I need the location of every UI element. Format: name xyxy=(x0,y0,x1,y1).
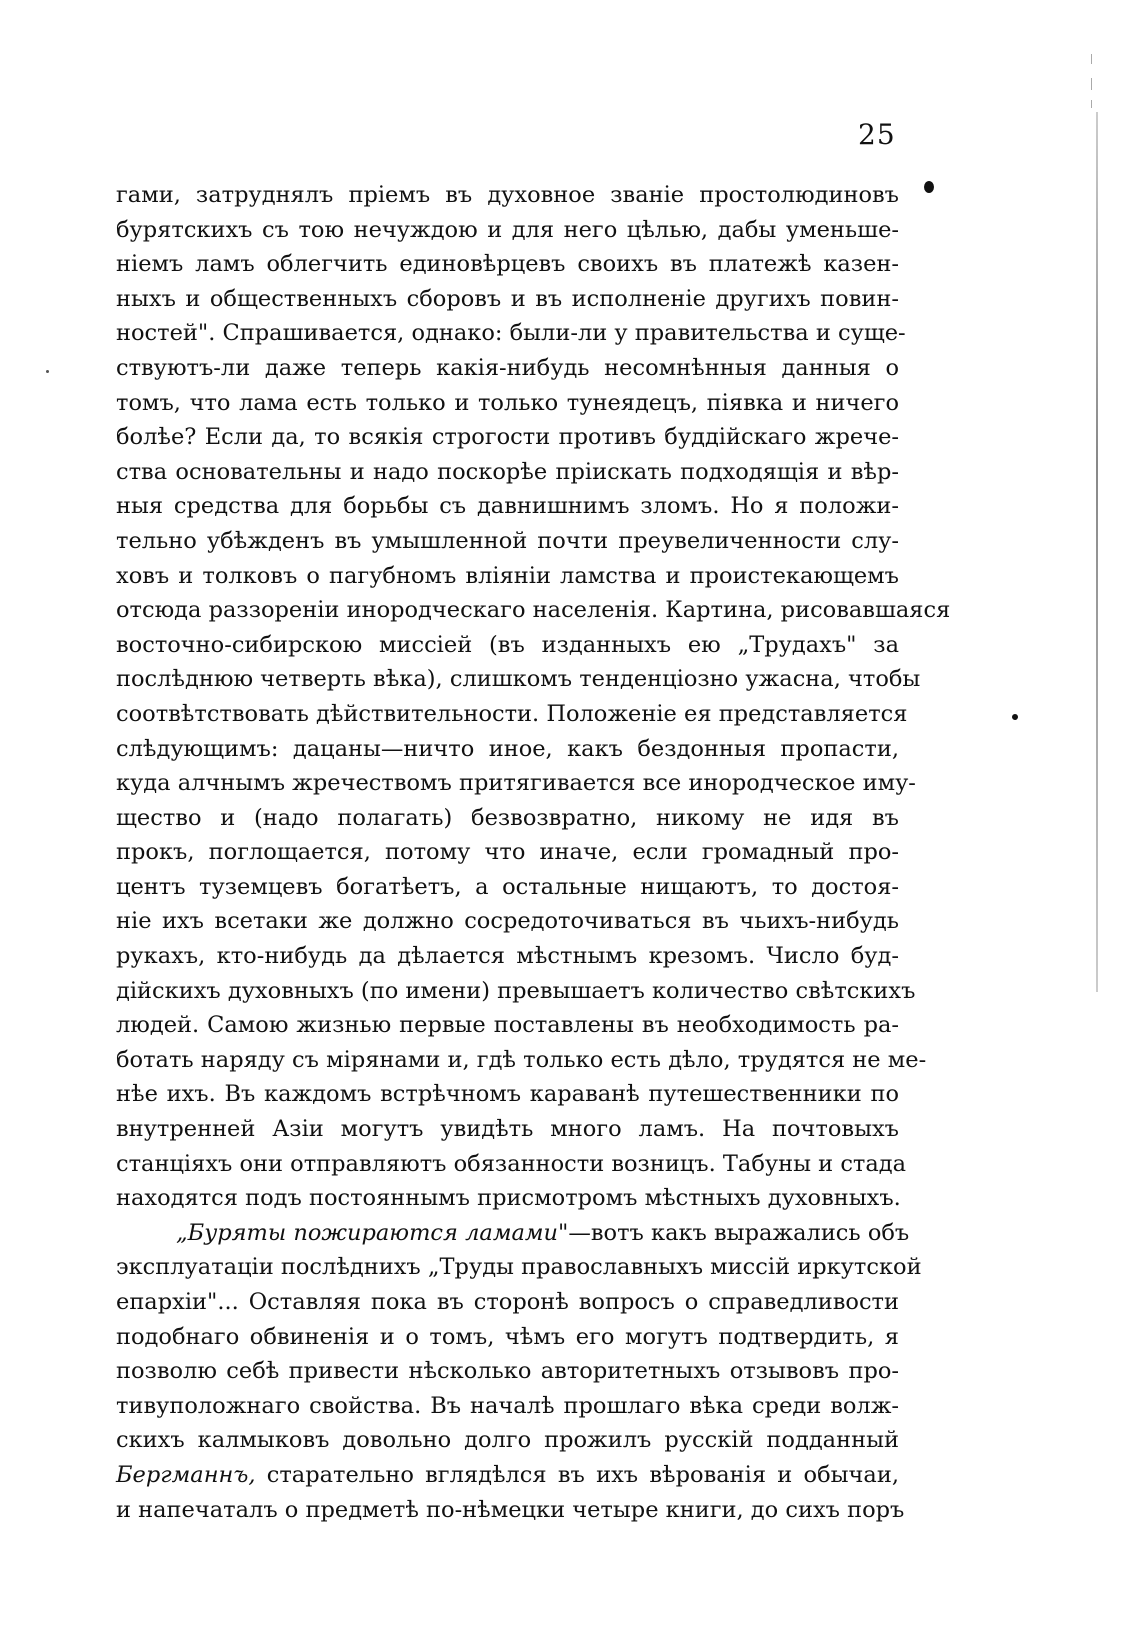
text-run: "—вотъ какъ выражались объ xyxy=(558,1219,910,1246)
text-line: слѣдующимъ: дацаны—ничто иное, какъ бездонныя пропасти, xyxy=(116,735,899,762)
text-line: ніе ихъ всетаки же должно сосредоточиваться въ чьихъ-нибудь xyxy=(116,908,899,935)
scan-edge-mark xyxy=(1091,54,1092,64)
paragraph-opening-line xyxy=(116,1216,910,1251)
ink-spot xyxy=(46,370,49,373)
text-line: нѣе ихъ. Въ каждомъ встрѣчномъ караванѣ путешественники по xyxy=(116,1081,899,1108)
text-line: находятся подъ постояннымъ присмотромъ мѣстныхъ духовныхъ. xyxy=(116,1185,901,1212)
text-line: и напечаталъ о предметѣ по-нѣмецки четыре книги, до сихъ поръ xyxy=(116,1496,905,1523)
text-line: станціяхъ они отправляютъ обязанности возницъ. Табуны и стада xyxy=(116,1150,907,1177)
text-line: томъ, что лама есть только и только тунеядецъ, піявка и ничего xyxy=(116,389,899,416)
text-line: подобнаго обвиненія и о томъ, чѣмъ его могутъ подтвердить, я xyxy=(116,1323,899,1350)
text-line: тивуположнаго свойства. Въ началѣ прошлаго вѣка среди волж- xyxy=(116,1392,899,1419)
text-line: ныхъ и общественныхъ сборовъ и въ исполненіе другихъ повин- xyxy=(116,285,899,312)
text-line: дійскихъ духовныхъ (по имени) превышаетъ количество свѣтскихъ xyxy=(116,977,916,1004)
ink-spot xyxy=(924,181,934,193)
text-line: ховъ и толковъ о пагубномъ вліяніи ламства и проистекающемъ xyxy=(116,562,899,589)
text-line: ностей". Спрашивается, однако: были-ли у правительства и суще- xyxy=(116,320,906,347)
text-line: центъ туземцевъ богатѣетъ, а остальные нищаютъ, то достоя- xyxy=(116,873,899,900)
text-line: епархіи"... Оставляя пока въ сторонѣ вопросъ о справедливости xyxy=(116,1289,899,1315)
text-line: соотвѣтствовать дѣйствительности. Положеніе ея представляется xyxy=(116,700,908,727)
text-line: гами, затруднялъ пріемъ въ духовное званіе простолюдиновъ xyxy=(116,182,899,208)
text-line: ныя средства для борьбы съ давнишнимъ зломъ. Но я положи- xyxy=(116,493,899,520)
body-text xyxy=(116,178,951,1527)
text-line: внутренней Азіи могутъ увидѣть много ламъ. На почтовыхъ xyxy=(116,1116,899,1143)
text-line: позволю себѣ привести нѣсколько авторитетныхъ отзывовъ про- xyxy=(116,1358,899,1385)
italic-quote: „Буряты пожираются ламами xyxy=(176,1219,559,1246)
text-run: старательно вглядѣлся въ ихъ вѣрованія и обычаи, xyxy=(255,1461,899,1488)
text-line: послѣднюю четверть вѣка), слишкомъ тенденціозно ужасна, чтобы xyxy=(116,666,921,693)
text-line: тельно убѣжденъ въ умышленной почти преувеличенности слу- xyxy=(116,527,899,554)
text-line: бурятскихъ съ тою нечуждою и для него цѣлью, дабы уменьше- xyxy=(116,216,899,243)
text-line: эксплуатаціи послѣднихъ „Труды православныхъ миссій иркутской xyxy=(116,1254,922,1281)
italic-author-name: Бергманнъ, xyxy=(116,1461,256,1488)
text-line: ствуютъ-ли даже теперь какія-нибудь несомнѣнныя данныя о xyxy=(116,354,899,381)
page-number: 25 xyxy=(858,118,896,151)
scan-edge-mark xyxy=(1091,100,1092,108)
text-line: куда алчнымъ жречествомъ притягивается все инородческое иму- xyxy=(116,770,916,797)
ink-spot xyxy=(1012,714,1018,720)
text-line: ніемъ ламъ облегчить единовѣрцевъ своихъ въ платежѣ казен- xyxy=(116,251,899,278)
text-line: щество и (надо полагать) безвозвратно, никому не идя въ xyxy=(116,804,899,831)
text-line: болѣе? Если да, то всякія строгости противъ буддійскаго жрече- xyxy=(116,424,899,451)
text-line: прокъ, поглощается, потому что иначе, если громадный про- xyxy=(116,839,899,866)
scan-edge-line xyxy=(1096,112,1098,992)
text-line: отсюда раззореніи инородческаго населенія. Картина, рисовавшаяся xyxy=(116,597,951,624)
text-line: скихъ калмыковъ довольно долго прожилъ русскій подданный xyxy=(116,1427,899,1454)
text-line: ботать наряду съ мірянами и, гдѣ только есть дѣло, трудятся не ме- xyxy=(116,1046,927,1073)
text-line: восточно-сибирскою миссіей (въ изданныхъ ею „Трудахъ" за xyxy=(116,631,899,658)
text-line: рукахъ, кто-нибудь да дѣлается мѣстнымъ крезомъ. Число буд- xyxy=(116,943,899,970)
text-line: ства основательны и надо поскорѣе пріискать подходящія и вѣр- xyxy=(116,458,899,485)
text-line: людей. Самою жизнью первые поставлены въ необходимость ра- xyxy=(116,1012,899,1039)
author-name-line xyxy=(116,1458,899,1493)
scan-edge-mark xyxy=(1091,78,1092,90)
